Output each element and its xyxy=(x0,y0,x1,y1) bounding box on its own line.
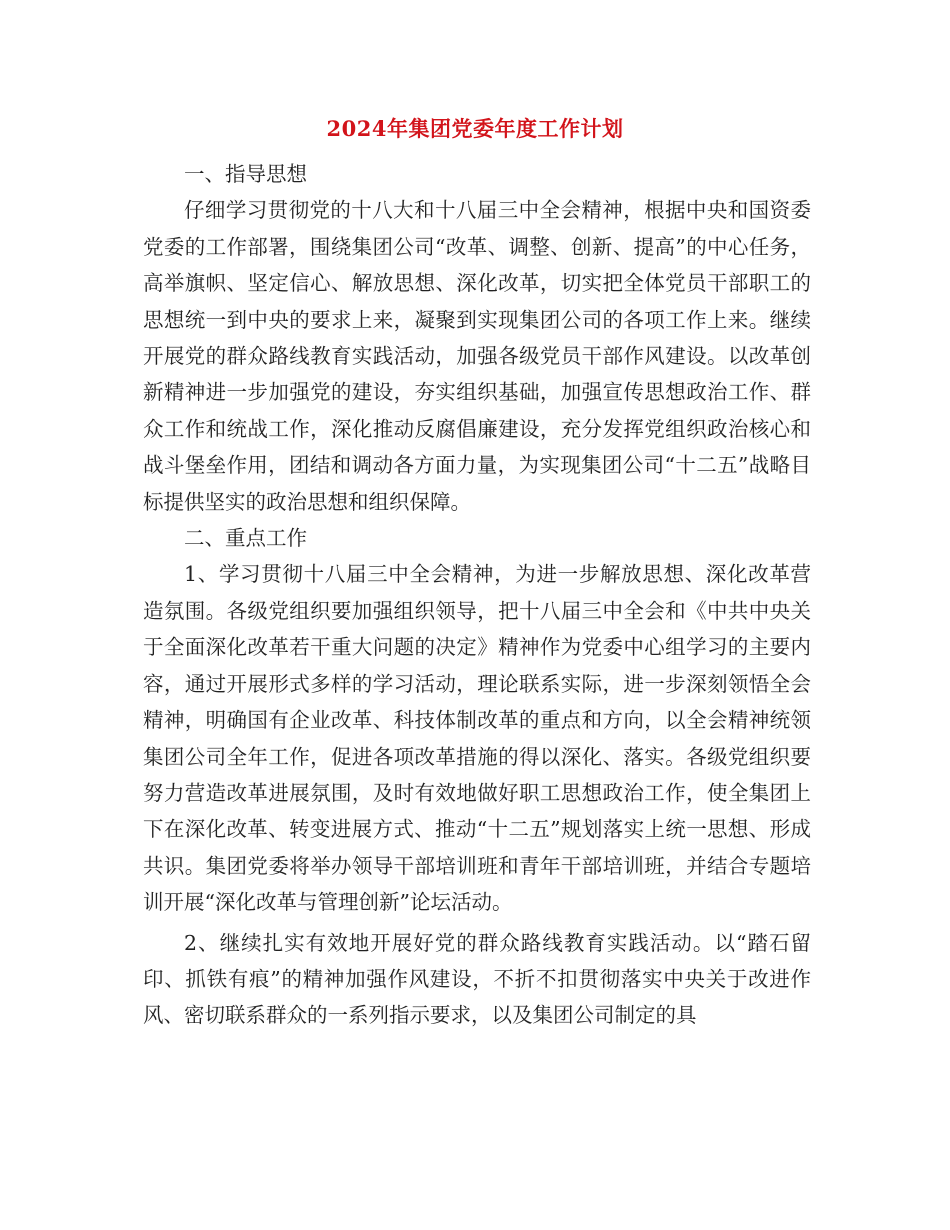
document-body xyxy=(143,156,811,1034)
paragraph-key-work-item-2: 2、继续扎实有效地开展好党的群众路线教育实践活动。以“踏石留印、抓铁有痕”的精神加强作风建设，不折不扣贯彻落实中央关于改进作风、密切联系群众的一系列指示要求，以及集团公司制定的具 xyxy=(143,930,811,1028)
document-title: 2024年集团党委年度工作计划 xyxy=(326,116,624,141)
paragraph-key-work-item-1: 1、学习贯彻十八届三中全会精神，为进一步解放思想、深化改革营造氛围。各级党组织要加强组织领导，把十八届三中全会和《中共中央关于全面深化改革若干重大问题的决定》精神作为党委中心组学习的主要内容，通过开展形式多样的学习活动，理论联系实际，进一步深刻领悟全会精神，明确国有企业改革、科技体制改革的重点和方向，以全会精神统领集团公司全年工作，促进各项改革措施的得以深化、落实。各级党组织要努力营造改革进展氛围，及时有效地做好职工思想政治工作，使全集团上下在深化改革、转变进展方式、推动“十二五”规划落实上统一思想、形成共识。集团党委将举办领导干部培训班和青年干部培训班，并结合专题培训开展“深化改革与管理创新”论坛活动。 xyxy=(143,562,811,915)
section-heading-guiding-ideology: 一、指导思想 xyxy=(184,162,307,186)
section-heading-key-work: 二、重点工作 xyxy=(184,526,307,551)
paragraph-guiding-ideology: 仔细学习贯彻党的十八大和十八届三中全会精神，根据中央和国资委党委的工作部署，围绕集团公司“改革、调整、创新、提高”的中心任务，高举旗帜、坚定信心、解放思想、深化改革，切实把全体党员干部职工的思想统一到中央的要求上来，凝聚到实现集团公司的各项工作上来。继续开展党的群众路线教育实践活动，加强各级党员干部作风建设。以改革创新精神进一步加强党的建设，夯实组织基础，加强宣传思想政治工作、群众工作和统战工作，深化推动反腐倡廉建设，充分发挥党组织政治核心和战斗堡垒作用，团结和调动各方面力量，为实现集团公司“十二五”战略目标提供坚实的政治思想和组织保障。 xyxy=(143,198,811,514)
